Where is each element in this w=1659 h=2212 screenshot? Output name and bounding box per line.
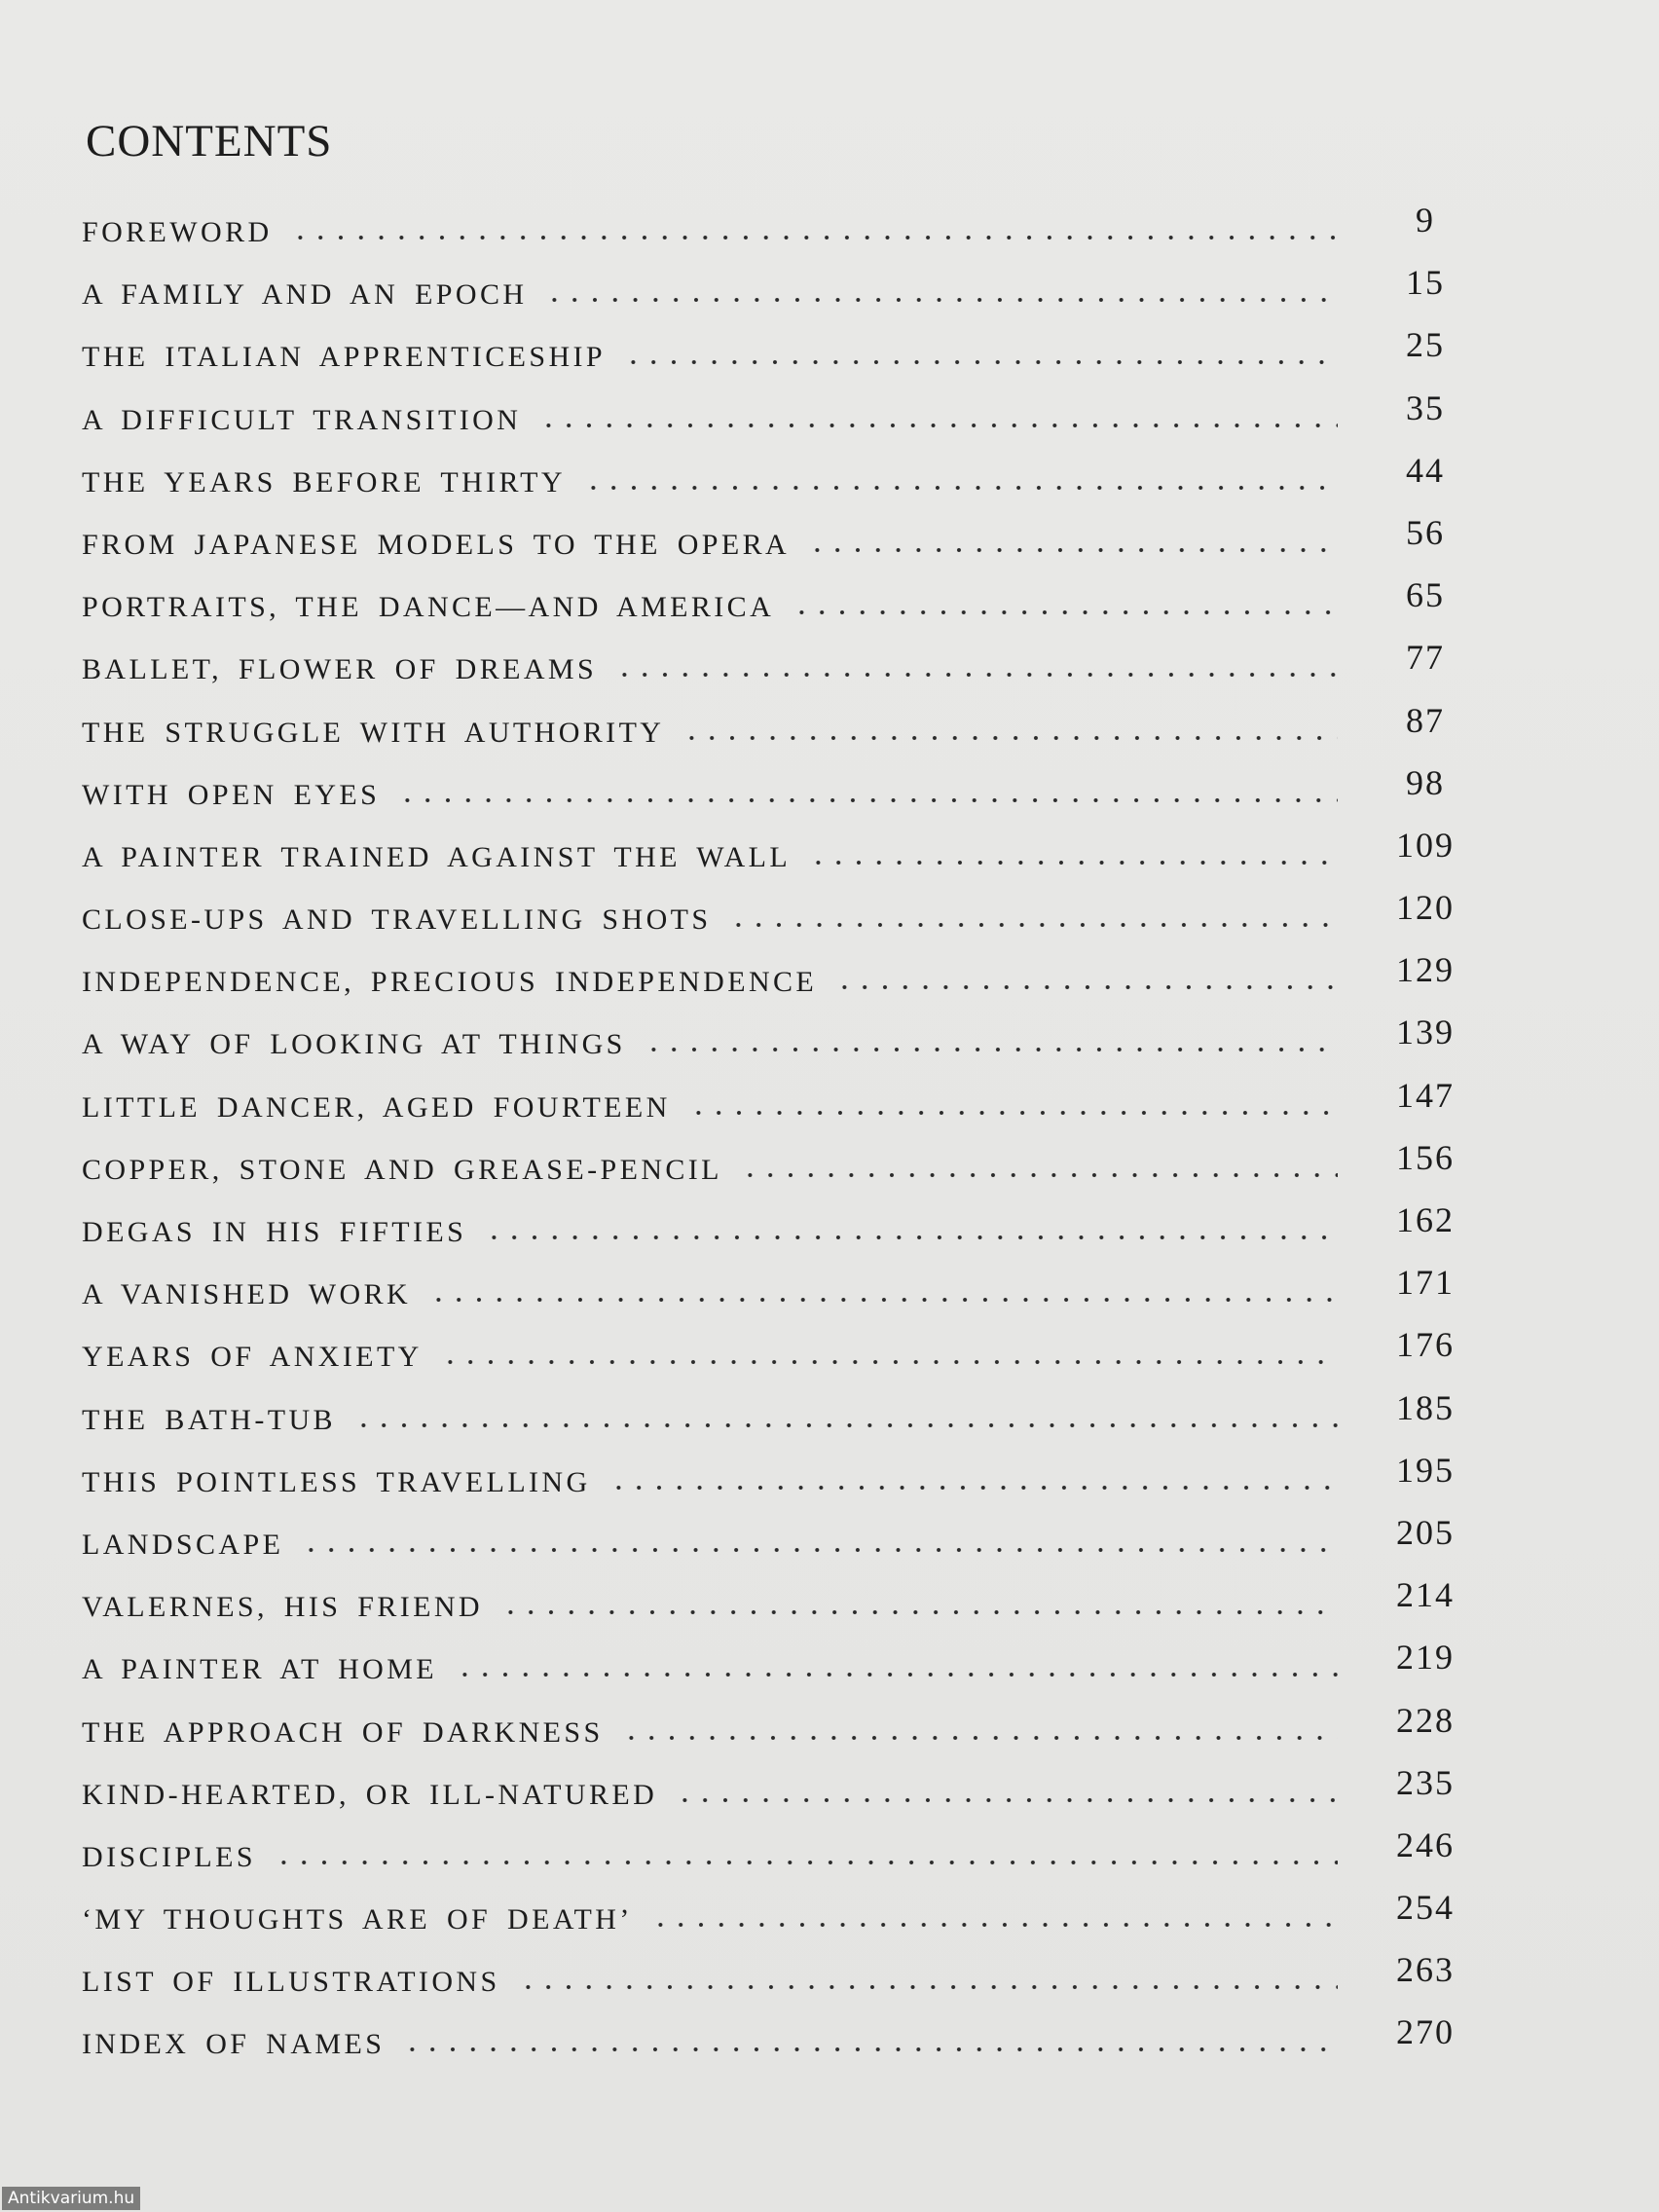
dot-leader: [402, 2046, 1338, 2052]
dot-leader: [583, 485, 1338, 491]
toc-entry-title: FOREWORD: [82, 216, 273, 248]
toc-entry-title: A VANISHED WORK: [82, 1278, 412, 1311]
dot-leader: [544, 297, 1338, 303]
toc-entry-page-number: 98: [1406, 762, 1445, 802]
toc-entry: [82, 2012, 1474, 2083]
toc-entry-page-number: 65: [1406, 575, 1445, 615]
toc-entry-title: COPPER, STONE AND GREASE-PENCIL: [82, 1153, 722, 1186]
toc-entry: [82, 762, 1474, 834]
dot-leader: [484, 1235, 1338, 1240]
toc-entry-page-number: 254: [1396, 1888, 1455, 1928]
dot-leader: [455, 1672, 1338, 1677]
dot-leader: [623, 359, 1338, 365]
toc-entry-title: THE STRUGGLE WITH AUTHORITY: [82, 716, 665, 749]
dot-leader: [274, 1860, 1338, 1865]
dot-leader: [792, 609, 1338, 615]
toc-entry-title: ‘MY THOUGHTS ARE OF DEATH’: [82, 1903, 633, 1936]
toc-entry-page-number: 162: [1396, 1200, 1455, 1239]
toc-entry: [82, 700, 1474, 772]
toc-entry-page-number: 44: [1406, 450, 1445, 490]
toc-entry-page-number: 185: [1396, 1387, 1455, 1427]
table-of-contents: [82, 201, 1474, 2084]
toc-entry: [82, 450, 1474, 522]
toc-entry: [82, 263, 1474, 334]
toc-entry: [82, 888, 1474, 959]
toc-entry-page-number: 87: [1406, 700, 1445, 740]
toc-entry: [82, 1700, 1474, 1772]
toc-entry: [82, 1200, 1474, 1272]
dot-leader: [500, 1609, 1338, 1615]
contents-heading: CONTENTS: [86, 116, 333, 166]
toc-entry-page-number: 195: [1396, 1450, 1455, 1490]
toc-entry-title: CLOSE-UPS AND TRAVELLING SHOTS: [82, 903, 712, 937]
toc-entry-page-number: 205: [1396, 1512, 1455, 1552]
toc-entry-title: A PAINTER AT HOME: [82, 1653, 438, 1686]
toc-entry: [82, 1450, 1474, 1522]
toc-entry: [82, 1512, 1474, 1584]
toc-entry-title: INDEX OF NAMES: [82, 2028, 386, 2061]
toc-entry-title: LIST OF ILLUSTRATIONS: [82, 1966, 500, 1999]
toc-entry-title: BALLET, FLOWER OF DREAMS: [82, 653, 598, 686]
toc-entry: [82, 1575, 1474, 1646]
toc-entry-title: THE ITALIAN APPRENTICESHIP: [82, 341, 606, 374]
dot-leader: [440, 1359, 1338, 1365]
toc-entry-title: LANDSCAPE: [82, 1528, 284, 1561]
toc-entry-title: THE APPROACH OF DARKNESS: [82, 1715, 604, 1749]
dot-leader: [728, 922, 1338, 928]
dot-leader: [397, 797, 1338, 803]
toc-entry-title: A FAMILY AND AN EPOCH: [82, 278, 528, 312]
toc-entry: [82, 512, 1474, 584]
dot-leader: [538, 423, 1338, 428]
toc-entry-page-number: 129: [1396, 950, 1455, 990]
toc-entry-page-number: 15: [1406, 263, 1445, 303]
toc-entry-page-number: 9: [1416, 201, 1435, 240]
toc-entry: [82, 638, 1474, 709]
toc-entry-title: THE YEARS BEFORE THIRTY: [82, 465, 566, 498]
toc-entry-title: KIND-HEARTED, OR ILL-NATURED: [82, 1778, 658, 1811]
toc-entry: [82, 575, 1474, 646]
toc-entry: [82, 1137, 1474, 1209]
toc-entry-title: PORTRAITS, THE DANCE—AND AMERICA: [82, 591, 775, 624]
toc-entry: [82, 825, 1474, 897]
toc-entry-title: A DIFFICULT TRANSITION: [82, 403, 522, 436]
toc-entry: [82, 1888, 1474, 1959]
toc-entry: [82, 1387, 1474, 1459]
toc-entry-page-number: 228: [1396, 1700, 1455, 1740]
toc-entry-title: THE BATH-TUB: [82, 1403, 336, 1436]
toc-entry-title: A WAY OF LOOKING AT THINGS: [82, 1028, 626, 1061]
toc-entry-title: VALERNES, HIS FRIEND: [82, 1591, 483, 1624]
toc-entry: [82, 1825, 1474, 1897]
toc-entry-page-number: 176: [1396, 1325, 1455, 1365]
toc-entry-page-number: 214: [1396, 1575, 1455, 1615]
toc-entry-title: FROM JAPANESE MODELS TO THE OPERA: [82, 528, 791, 561]
toc-entry-page-number: 25: [1406, 325, 1445, 365]
dot-leader: [290, 235, 1338, 240]
toc-entry-page-number: 171: [1396, 1263, 1455, 1303]
toc-entry-title: DISCIPLES: [82, 1840, 256, 1873]
dot-leader: [621, 1735, 1338, 1741]
dot-leader: [428, 1297, 1338, 1303]
toc-entry-page-number: 270: [1396, 2012, 1455, 2052]
dot-leader: [650, 1922, 1338, 1928]
toc-entry: [82, 1013, 1474, 1084]
dot-leader: [301, 1547, 1338, 1553]
dot-leader: [688, 1110, 1338, 1116]
toc-entry-page-number: 139: [1396, 1013, 1455, 1052]
dot-leader: [834, 984, 1338, 990]
toc-entry: [82, 1075, 1474, 1147]
toc-entry-page-number: 35: [1406, 387, 1445, 427]
toc-entry-page-number: 77: [1406, 638, 1445, 678]
toc-entry: [82, 950, 1474, 1021]
toc-entry-page-number: 156: [1396, 1137, 1455, 1177]
dot-leader: [682, 735, 1338, 741]
toc-entry-title: WITH OPEN EYES: [82, 778, 381, 811]
toc-entry: [82, 325, 1474, 396]
toc-entry-title: LITTLE DANCER, AGED FOURTEEN: [82, 1090, 671, 1124]
site-watermark: Antikvarium.hu: [2, 2187, 140, 2210]
toc-entry: [82, 1263, 1474, 1334]
toc-entry-page-number: 263: [1396, 1950, 1455, 1990]
toc-entry-title: THIS POINTLESS TRAVELLING: [82, 1465, 591, 1498]
toc-entry: [82, 1638, 1474, 1709]
toc-entry-page-number: 235: [1396, 1762, 1455, 1802]
dot-leader: [808, 860, 1338, 866]
dot-leader: [614, 672, 1338, 678]
toc-entry: [82, 1950, 1474, 2021]
toc-entry-title: DEGAS IN HIS FIFTIES: [82, 1216, 467, 1248]
toc-entry: [82, 1325, 1474, 1396]
toc-entry-page-number: 109: [1396, 825, 1455, 865]
dot-leader: [675, 1797, 1338, 1803]
dot-leader: [644, 1047, 1338, 1052]
dot-leader: [608, 1485, 1338, 1491]
toc-entry-title: A PAINTER TRAINED AGAINST THE WALL: [82, 840, 792, 873]
toc-entry-page-number: 120: [1396, 888, 1455, 928]
toc-entry-page-number: 56: [1406, 512, 1445, 552]
dot-leader: [353, 1422, 1338, 1428]
toc-entry-page-number: 219: [1396, 1638, 1455, 1677]
toc-entry-page-number: 246: [1396, 1825, 1455, 1864]
dot-leader: [518, 1984, 1338, 1990]
toc-entry-title: YEARS OF ANXIETY: [82, 1341, 423, 1374]
toc-entry-title: INDEPENDENCE, PRECIOUS INDEPENDENCE: [82, 966, 818, 999]
toc-entry-page-number: 147: [1396, 1075, 1455, 1115]
toc-entry: [82, 201, 1474, 272]
toc-entry: [82, 1762, 1474, 1834]
dot-leader: [807, 547, 1338, 553]
toc-entry: [82, 387, 1474, 460]
dot-leader: [740, 1172, 1338, 1178]
